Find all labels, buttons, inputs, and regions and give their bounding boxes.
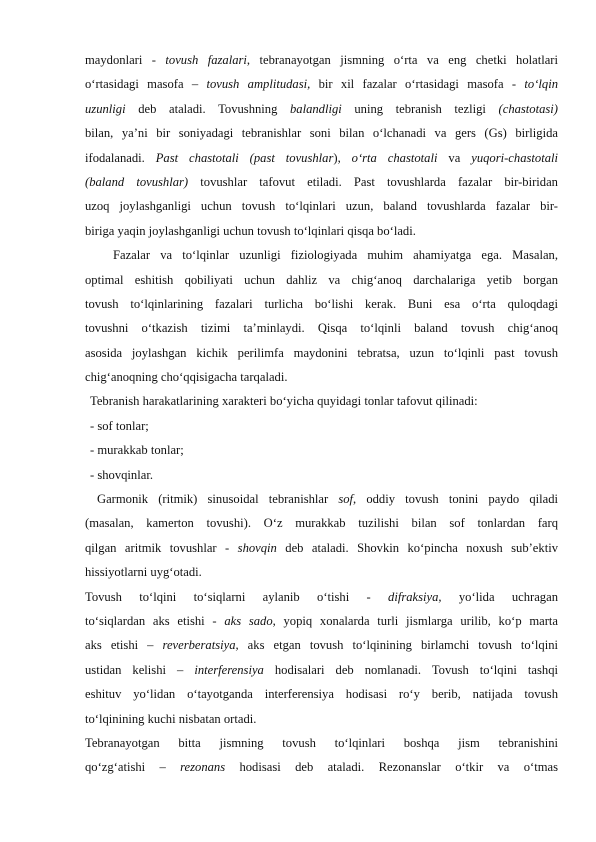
- text-line: o‘rtasidagi masofa – tovush amplitudasi, bir xil fazalar o‘rtasidagi masofa - to‘lqin: [85, 77, 558, 92]
- text-line: aks etishi – reverberatsiya, aks etgan tovush to‘lqinining birlamchi tovush to‘lqini: [85, 638, 558, 653]
- list-item: - shovqinlar.: [90, 467, 153, 482]
- text-line: maydonlari - tovush fazalari, tebranayotgan jismning o‘rta va eng chetki holatlari: [85, 53, 558, 67]
- text-line: biriga yaqin joylashganligi uchun tovush to‘lqinlari qisqa bo‘ladi.: [85, 223, 416, 238]
- text-line: hissiyotlarni uyg‘otadi.: [85, 565, 202, 580]
- text-line: bilan, ya’ni bir soniyadagi tebranishlar soni bilan o‘lchanadi va gers (Gs) birligida: [85, 126, 558, 141]
- list-item: - sof tonlar;: [90, 418, 149, 433]
- text-line: Tovush to‘lqini to‘siqlarni aylanib o‘tishi - difraksiya, yo‘lida uchragan: [85, 589, 558, 604]
- text-line: ifodalanadi. Past chastotali (past tovushlar), o‘rta chastotali va yuqori-chastotali: [85, 150, 558, 165]
- text-line: uzunligi deb ataladi. Tovushning balandligi uning tebranish tezligi (chastotasi): [85, 101, 558, 116]
- text-line: (baland tovushlar) tovushlar tafovut etiladi. Past tovushlarda fazalar bir-biridan: [85, 174, 558, 189]
- text-line: Garmonik (ritmik) sinusoidal tebranishlar sof, oddiy tovush tonini paydo qiladi: [97, 492, 558, 507]
- text-line: Tebranayotgan bitta jismning tovush to‘lqinlari boshqa jism tebranishini: [85, 735, 558, 750]
- document-page: [85, 48, 558, 780]
- text-line: (masalan, kamerton tovushi). O‘z murakkab tuzilishi bilan sof tonlardan farq: [85, 516, 558, 531]
- text-line: ustidan kelishi – interferensiya hodisalari deb nomlanadi. Tovush to‘lqini tashqi: [85, 662, 558, 677]
- text-line: tovushni o‘tkazish tizimi ta’minlaydi. Qisqa to‘lqinli baland tovush chig‘anoq: [85, 321, 558, 336]
- list-item: - murakkab tonlar;: [90, 443, 184, 458]
- text-line: chig‘anoqning cho‘qqisigacha tarqaladi.: [85, 370, 288, 385]
- text-line: to‘lqinining kuchi nisbatan ortadi.: [85, 711, 257, 726]
- text-line: qilgan aritmik tovushlar - shovqin deb ataladi. Shovkin ko‘pincha noxush sub’ektiv: [85, 540, 558, 555]
- text-line: eshituv yo‘lidan o‘tayotganda interferensiya hodisasi ro‘y berib, natijada tovush: [85, 687, 558, 702]
- text-line: asosida joylashgan kichik perilimfa maydonini tebratsa, uzun to‘lqinli past tovush: [85, 345, 558, 360]
- text-line: uzoq joylashganligi uchun tovush to‘lqinlari uzun, baland tovushlarda fazalar bir-: [85, 199, 558, 214]
- text-line: tovush to‘lqinlarining fazalari turlicha bo‘lishi kerak. Buni esa o‘rta quloqdagi: [85, 296, 558, 311]
- text-line: to‘siqlardan aks etishi - aks sado, yopiq xonalarda turli jismlarga urilib, ko‘p marta: [85, 613, 558, 628]
- text-line: optimal eshitish qobiliyati uchun dahliz va chig‘anoq darchalariga yetib borgan: [85, 272, 558, 287]
- text-line: qo‘zg‘atishi – rezonans hodisasi deb ataladi. Rezonanslar o‘tkir va o‘tmas: [85, 760, 558, 775]
- text-line: Fazalar va to‘lqinlar uzunligi fiziologiyada muhim ahamiyatga ega. Masalan,: [113, 248, 558, 263]
- text-line: Tebranish harakatlarining xarakteri bo‘yicha quyidagi tonlar tafovut qilinadi:: [90, 394, 478, 409]
